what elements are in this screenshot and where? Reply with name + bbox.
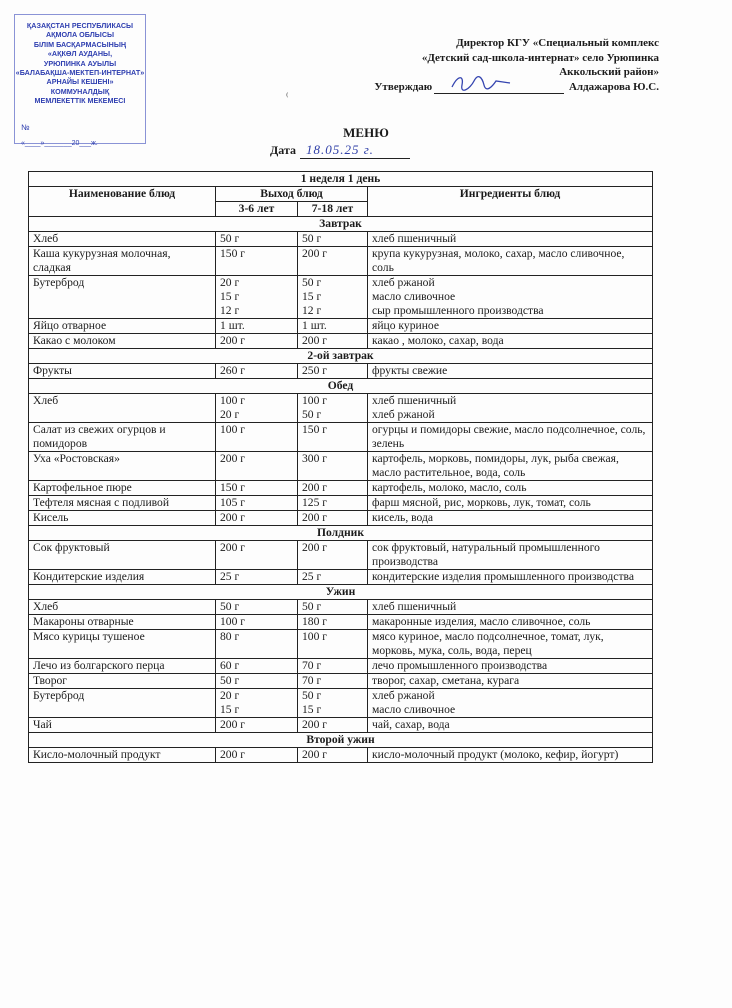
dish-name: Кисло-молочный продукт	[29, 748, 216, 763]
ingredients: сок фруктовый, натуральный промышленного производства	[368, 541, 653, 570]
table-row	[29, 232, 653, 247]
dish-name: Кисель	[29, 511, 216, 526]
meal-section-title: Ужин	[29, 585, 653, 600]
meal-section-row	[29, 379, 653, 394]
table-row	[29, 718, 653, 733]
ingredient-line: сыр промышленного производства	[372, 304, 544, 317]
table-row	[29, 600, 653, 615]
portion-value: 105 г	[220, 496, 246, 509]
portion-value: 200 г	[302, 334, 328, 347]
portion-3-6	[216, 423, 298, 452]
portion-7-18	[298, 481, 368, 496]
portion-value: 15 г	[220, 703, 240, 716]
portion-7-18	[298, 247, 368, 276]
table-row	[29, 570, 653, 585]
portion-value: 100 г	[302, 394, 328, 407]
table-row	[29, 276, 653, 319]
date-row	[270, 142, 410, 159]
portion-3-6	[216, 718, 298, 733]
ingredients: какао , молоко, сахар, вода	[368, 334, 653, 349]
ingredients	[368, 276, 653, 319]
portion-3-6	[216, 659, 298, 674]
portion-value: 20 г	[220, 276, 240, 289]
portion-7-18	[298, 319, 368, 334]
dish-name: Салат из свежих огурцов и помидоров	[29, 423, 216, 452]
portion-value: 200 г	[220, 511, 246, 524]
ingredients: кондитерские изделия промышленного производства	[368, 570, 653, 585]
dish-name: Сок фруктовый	[29, 541, 216, 570]
ingredients: картофель, морковь, помидоры, лук, рыба свежая, масло растительное, вода, соль	[368, 452, 653, 481]
portion-3-6	[216, 452, 298, 481]
approval-line-1: Директор КГУ «Специальный комплекс	[456, 37, 659, 49]
meal-section-title: 2-ой завтрак	[29, 349, 653, 364]
dish-name: Хлеб	[29, 232, 216, 247]
table-row	[29, 247, 653, 276]
page-title: МЕНЮ	[343, 125, 389, 140]
table-row	[29, 334, 653, 349]
signature-mark	[448, 73, 518, 93]
portion-7-18	[298, 718, 368, 733]
dish-name: Уха «Ростовская»	[29, 452, 216, 481]
dish-name: Хлеб	[29, 394, 216, 423]
portion-3-6	[216, 689, 298, 718]
portion-value: 200 г	[220, 334, 246, 347]
dish-name: Бутерброд	[29, 689, 216, 718]
dish-name: Чай	[29, 718, 216, 733]
col-header-output: Выход блюд	[216, 187, 368, 202]
portion-value: 200 г	[302, 541, 328, 554]
portion-3-6	[216, 511, 298, 526]
portion-3-6	[216, 615, 298, 630]
dish-name: Картофельное пюре	[29, 481, 216, 496]
portion-value: 70 г	[302, 674, 322, 687]
dish-name: Мясо курицы тушеное	[29, 630, 216, 659]
table-row	[29, 615, 653, 630]
portion-7-18	[298, 511, 368, 526]
portion-value: 200 г	[302, 247, 328, 260]
meal-section-row	[29, 349, 653, 364]
dish-name: Фрукты	[29, 364, 216, 379]
portion-value: 50 г	[302, 232, 322, 245]
meal-section-row	[29, 585, 653, 600]
portion-3-6	[216, 247, 298, 276]
ingredients: крупа кукурузная, молоко, сахар, масло сливочное, соль	[368, 247, 653, 276]
table-row	[29, 748, 653, 763]
ingredient-line: хлеб пшеничный	[372, 394, 457, 407]
portion-value: 50 г	[220, 232, 240, 245]
director-name: Алдажарова Ю.С.	[568, 80, 659, 93]
portion-value: 100 г	[220, 423, 246, 436]
portion-value: 50 г	[220, 674, 240, 687]
portion-value: 200 г	[220, 718, 246, 731]
portion-value: 200 г	[302, 718, 328, 731]
table-row	[29, 481, 653, 496]
approval-block	[374, 36, 659, 94]
stamp-line: «АҚКӨЛ АУДАНЫ,	[47, 49, 113, 59]
stamp-line: МЕМЛЕКЕТТІК МЕКЕМЕСІ	[34, 96, 126, 106]
ingredients: фарш мясной, рис, морковь, лук, томат, соль	[368, 496, 653, 511]
stamp-line: «БАЛАБАҚША-МЕКТЕП-ИНТЕРНАТ»	[15, 68, 145, 78]
portion-7-18	[298, 394, 368, 423]
stamp-line: АҚМОЛА ОБЛЫСЫ	[45, 30, 115, 40]
approval-signature-row	[374, 80, 659, 95]
portion-7-18	[298, 689, 368, 718]
portion-3-6	[216, 232, 298, 247]
week-day-header: 1 неделя 1 день	[29, 172, 653, 187]
ingredients: кисель, вода	[368, 511, 653, 526]
dish-name: Творог	[29, 674, 216, 689]
portion-3-6	[216, 748, 298, 763]
table-row	[29, 674, 653, 689]
portion-value: 25 г	[220, 570, 240, 583]
portion-value: 200 г	[220, 541, 246, 554]
approval-line-3: Аккольский район»	[559, 66, 659, 78]
stamp-date-line: «____»_______20___ж.	[21, 140, 98, 147]
col-header-ingredients: Ингредиенты блюд	[368, 187, 653, 217]
portion-value: 12 г	[302, 304, 322, 317]
portion-3-6	[216, 394, 298, 423]
portion-3-6	[216, 334, 298, 349]
portion-3-6	[216, 570, 298, 585]
portion-3-6	[216, 674, 298, 689]
stamp-line: БІЛІМ БАСҚАРМАСЫНЫҢ	[33, 39, 127, 49]
col-header-age-7-18: 7-18 лет	[298, 202, 368, 217]
ingredients: макаронные изделия, масло сливочное, соль	[368, 615, 653, 630]
dish-name: Какао с молоком	[29, 334, 216, 349]
meal-section-title: Завтрак	[29, 217, 653, 232]
portion-7-18	[298, 748, 368, 763]
portion-value: 1 шт.	[302, 319, 327, 332]
dish-name: Яйцо отварное	[29, 319, 216, 334]
portion-7-18	[298, 423, 368, 452]
portion-value: 15 г	[302, 290, 322, 303]
portion-value: 125 г	[302, 496, 328, 509]
ingredients: хлеб пшеничный	[368, 232, 653, 247]
ingredient-line: хлеб ржаной	[372, 689, 435, 702]
table-row	[29, 659, 653, 674]
table-row	[29, 689, 653, 718]
ingredients: лечо промышленного производства	[368, 659, 653, 674]
dish-name: Макароны отварные	[29, 615, 216, 630]
portion-value: 25 г	[302, 570, 322, 583]
ingredient-line: масло сливочное	[372, 703, 456, 716]
portion-3-6	[216, 541, 298, 570]
table-row	[29, 423, 653, 452]
approval-line-2: «Детский сад-школа-интернат» село Урюпинка	[421, 51, 659, 64]
portion-value: 250 г	[302, 364, 328, 377]
approve-label: Утверждаю	[374, 80, 433, 93]
portion-value: 150 г	[220, 481, 246, 494]
portion-7-18	[298, 541, 368, 570]
ingredients: кисло-молочный продукт (молоко, кефир, йогурт)	[368, 748, 653, 763]
portion-7-18	[298, 496, 368, 511]
portion-value: 100 г	[220, 615, 246, 628]
dish-name: Хлеб	[29, 600, 216, 615]
dish-name: Бутерброд	[29, 276, 216, 319]
portion-value: 50 г	[302, 600, 322, 613]
table-row	[29, 541, 653, 570]
table-row	[29, 394, 653, 423]
ingredients: картофель, молоко, масло, соль	[368, 481, 653, 496]
portion-value: 260 г	[220, 364, 246, 377]
meal-section-row	[29, 733, 653, 748]
portion-value: 200 г	[220, 452, 246, 465]
portion-value: 200 г	[220, 748, 246, 761]
portion-value: 100 г	[302, 630, 328, 643]
portion-7-18	[298, 600, 368, 615]
table-row	[29, 452, 653, 481]
portion-value: 300 г	[302, 452, 328, 465]
menu-table	[28, 171, 653, 763]
stamp-line: УРЮПИНКА АУЫЛЫ	[43, 58, 117, 68]
ingredients: чай, сахар, вода	[368, 718, 653, 733]
portion-value: 100 г	[220, 394, 246, 407]
portion-7-18	[298, 630, 368, 659]
dish-name: Кондитерские изделия	[29, 570, 216, 585]
portion-value: 50 г	[302, 408, 322, 421]
portion-3-6	[216, 481, 298, 496]
portion-3-6	[216, 319, 298, 334]
portion-7-18	[298, 674, 368, 689]
ingredient-line: масло сливочное	[372, 290, 456, 303]
portion-value: 15 г	[302, 703, 322, 716]
ingredient-line: хлеб ржаной	[372, 408, 435, 421]
portion-value: 200 г	[302, 511, 328, 524]
portion-value: 20 г	[220, 408, 240, 421]
portion-value: 50 г	[220, 600, 240, 613]
portion-value: 200 г	[302, 748, 328, 761]
stamp-number-label: №	[21, 123, 30, 132]
portion-value: 80 г	[220, 630, 240, 643]
table-row	[29, 496, 653, 511]
stamp-line: АРНАЙЫ КЕШЕНІ»	[46, 77, 114, 87]
stamp-text	[15, 21, 145, 106]
ingredients: огурцы и помидоры свежие, масло подсолнечное, соль, зелень	[368, 423, 653, 452]
ingredients: фрукты свежие	[368, 364, 653, 379]
stamp-line: КОММУНАЛДЫҚ	[50, 86, 110, 96]
portion-value: 200 г	[302, 481, 328, 494]
portion-7-18	[298, 232, 368, 247]
portion-value: 180 г	[302, 615, 328, 628]
table-row	[29, 511, 653, 526]
ingredients: яйцо куриное	[368, 319, 653, 334]
table-row	[29, 630, 653, 659]
portion-value: 50 г	[302, 276, 322, 289]
dish-name: Каша кукурузная молочная, сладкая	[29, 247, 216, 276]
ingredients	[368, 689, 653, 718]
portion-value: 150 г	[220, 247, 246, 260]
pen-mark: ⁽	[286, 92, 289, 103]
meal-section-row	[29, 217, 653, 232]
date-value: 18.05.25 г.	[300, 142, 410, 159]
portion-7-18	[298, 364, 368, 379]
portion-value: 15 г	[220, 290, 240, 303]
ingredients: мясо куриное, масло подсолнечное, томат, лук, морковь, мука, соль, вода, перец	[368, 630, 653, 659]
date-label: Дата	[270, 143, 296, 157]
portion-3-6	[216, 630, 298, 659]
portion-value: 150 г	[302, 423, 328, 436]
portion-7-18	[298, 615, 368, 630]
stamp-line: ҚАЗАҚСТАН РЕСПУБЛИКАСЫ	[26, 21, 134, 30]
table-row	[29, 364, 653, 379]
portion-value: 1 шт.	[220, 319, 245, 332]
portion-7-18	[298, 659, 368, 674]
portion-7-18	[298, 570, 368, 585]
portion-7-18	[298, 452, 368, 481]
ingredients: хлеб пшеничный	[368, 600, 653, 615]
portion-7-18	[298, 334, 368, 349]
ingredient-line: хлеб ржаной	[372, 276, 435, 289]
portion-value: 70 г	[302, 659, 322, 672]
meal-section-title: Обед	[29, 379, 653, 394]
meal-section-title: Полдник	[29, 526, 653, 541]
table-row	[29, 319, 653, 334]
signature-line	[434, 81, 564, 94]
portion-value: 12 г	[220, 304, 240, 317]
portion-value: 20 г	[220, 689, 240, 702]
portion-3-6	[216, 600, 298, 615]
ingredients: творог, сахар, сметана, курага	[368, 674, 653, 689]
portion-3-6	[216, 364, 298, 379]
dish-name: Лечо из болгарского перца	[29, 659, 216, 674]
portion-value: 50 г	[302, 689, 322, 702]
portion-value: 60 г	[220, 659, 240, 672]
meal-section-row	[29, 526, 653, 541]
portion-3-6	[216, 496, 298, 511]
col-header-age-3-6: 3-6 лет	[216, 202, 298, 217]
dish-name: Тефтеля мясная с подливой	[29, 496, 216, 511]
col-header-name: Наименование блюд	[29, 187, 216, 217]
portion-7-18	[298, 276, 368, 319]
ingredients	[368, 394, 653, 423]
meal-section-title: Второй ужин	[29, 733, 653, 748]
portion-3-6	[216, 276, 298, 319]
